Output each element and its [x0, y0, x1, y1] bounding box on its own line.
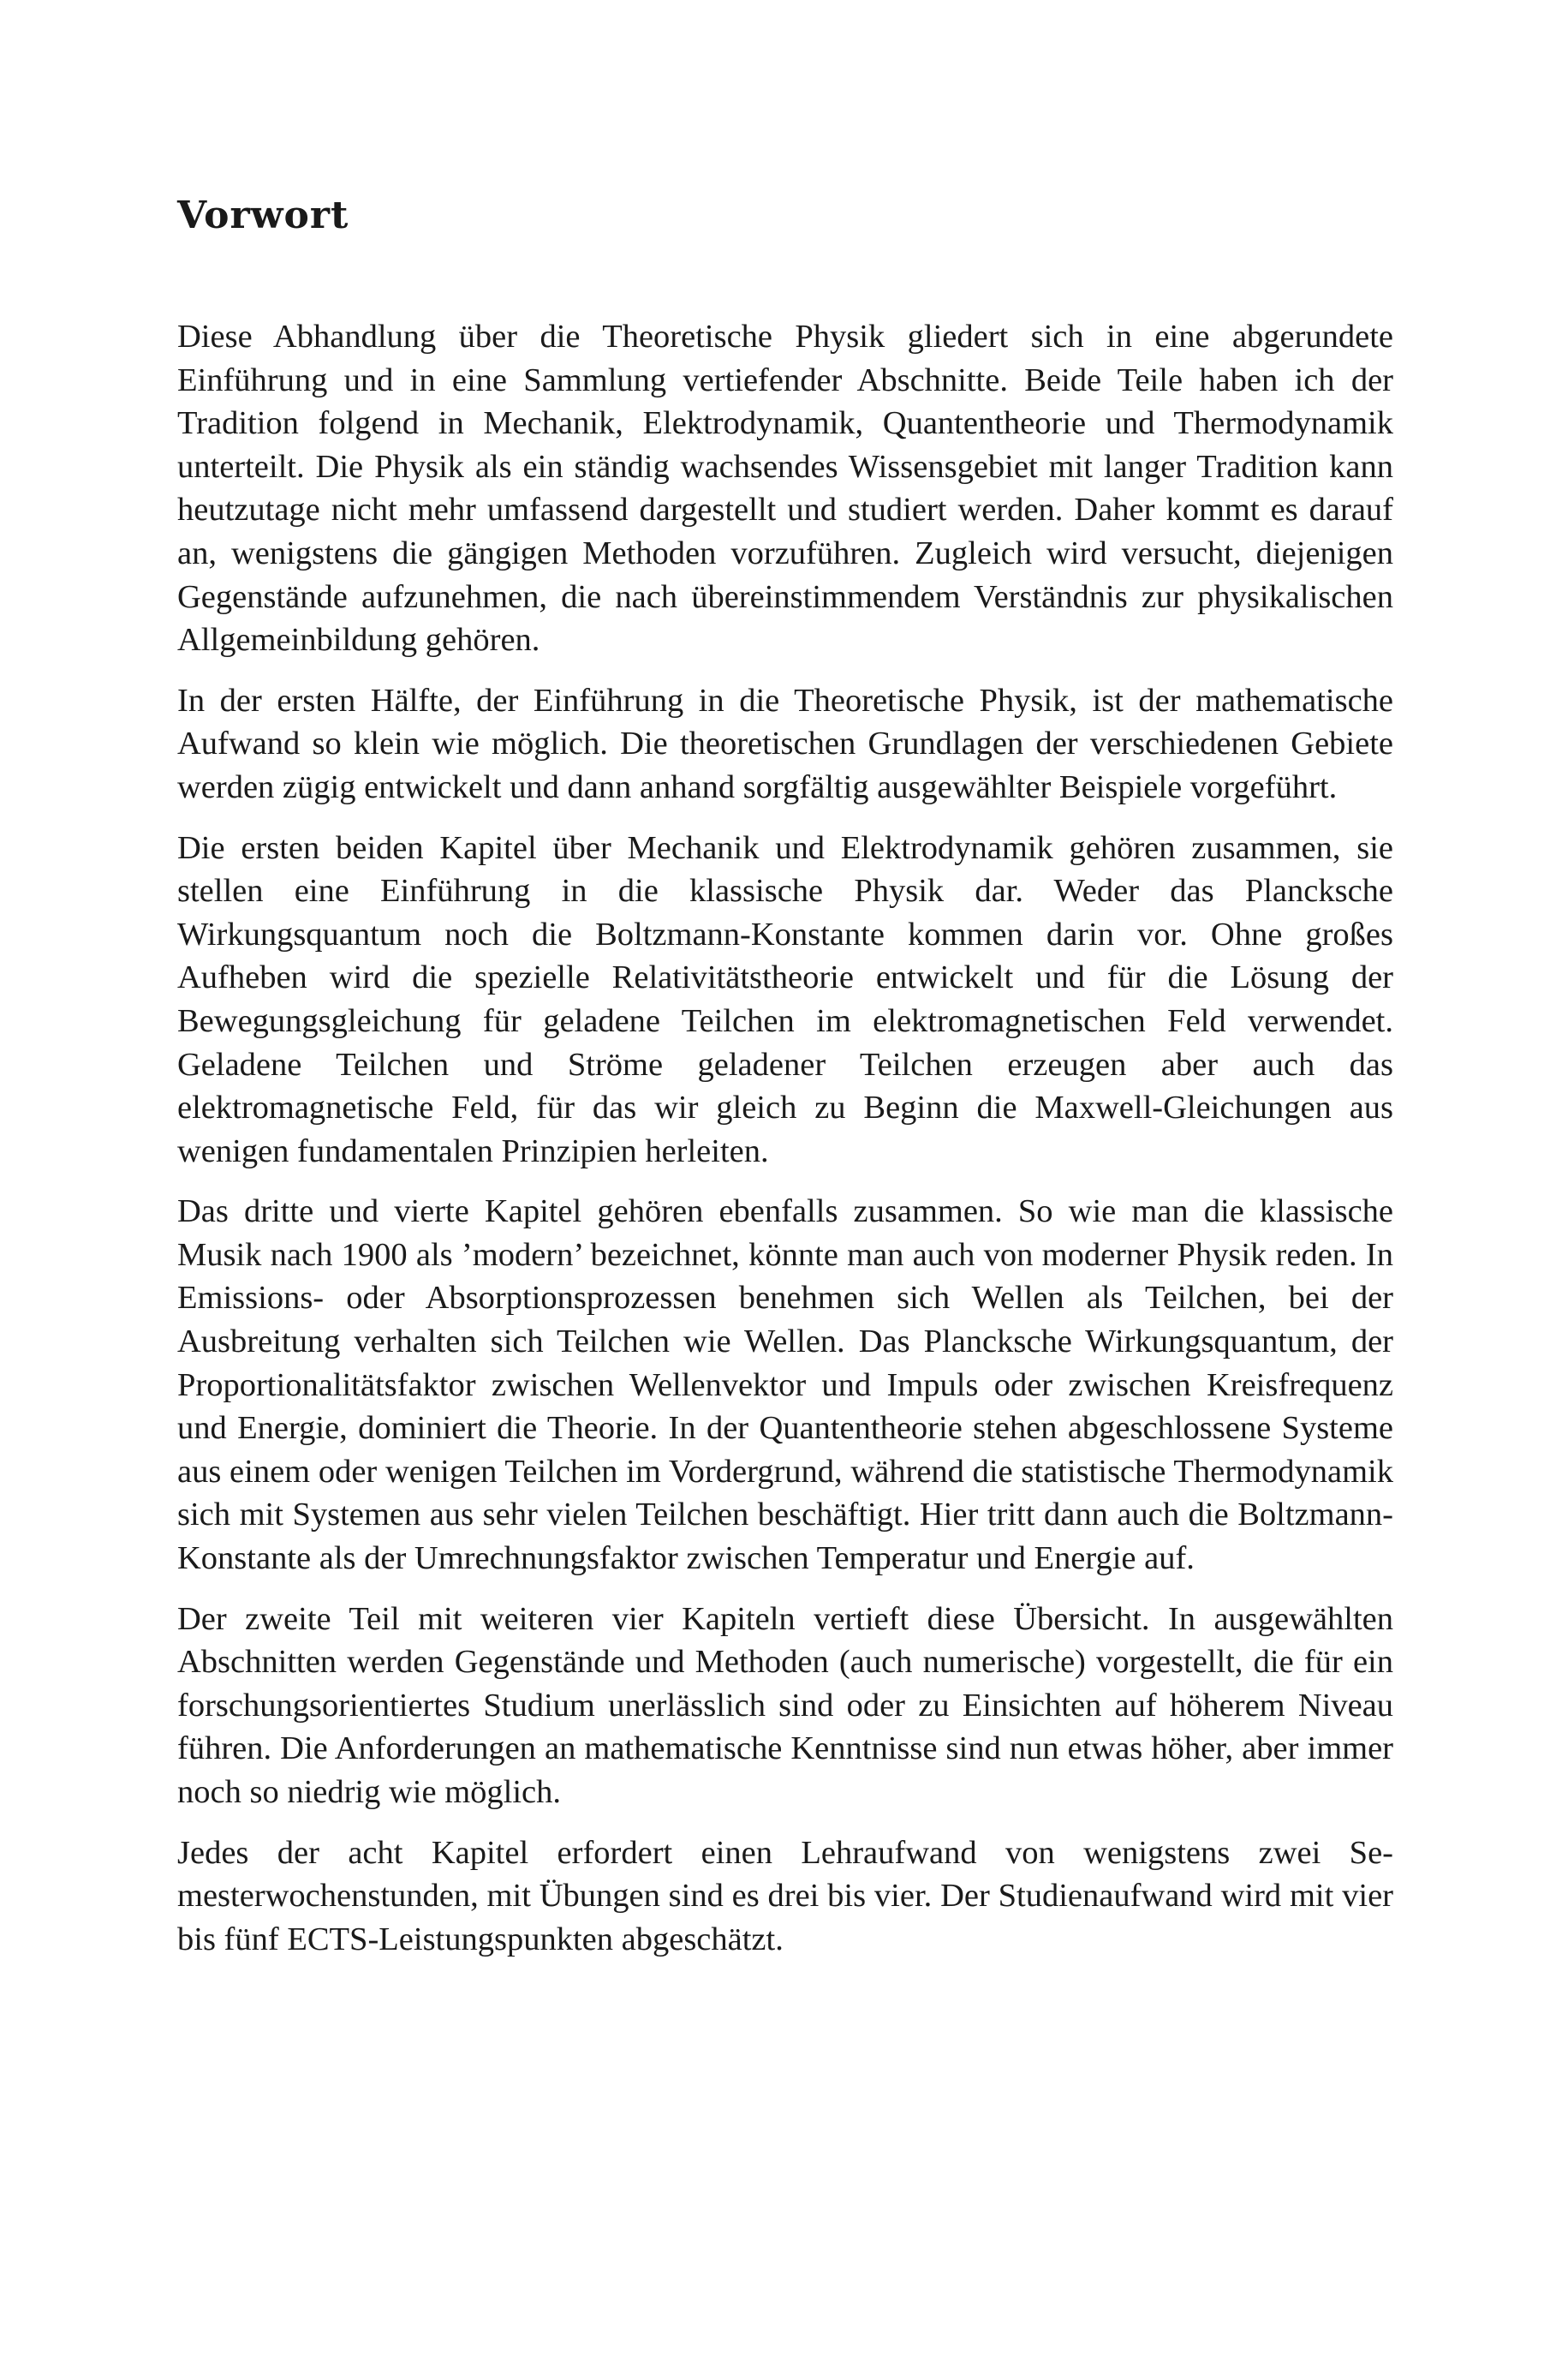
- paragraph: Die ersten beiden Kapitel über Mechanik und Elektrodynamik gehören zusammen, sie stellen eine Einführung in die klassische Physik dar. Weder das Plancksche Wirkungsquantum noch die Boltzmann-Konstante kommen darin vor. Ohne großes Aufheben wird die spezielle Relativitätstheorie entwickelt und für die Lösung der Bewegungsgleichung für geladene Teilchen im elektromagnetischen Feld verwendet. Geladene Teilchen und Ströme geladener Teilchen erzeugen aber auch das elektromagnetische Feld, für das wir gleich zu Beginn die Maxwell-Gleichungen aus wenigen fundamentalen Prinzipien herleiten.: [177, 829, 1393, 1169]
- paragraph: Der zweite Teil mit weiteren vier Kapiteln vertieft diese Übersicht. In ausgewählten Abschnitten werden Gegenstände und Methoden (auch numerische) vorgestellt, die für ein forschungsorientiertes Studium unerlässlich sind oder zu Einsichten auf höherem Niveau führen. Die Anforderungen an mathematische Kenntnisse sind nun etwas höher, aber immer noch so niedrig wie möglich.: [177, 1600, 1393, 1810]
- paragraph: In der ersten Hälfte, der Einführung in die Theoretische Physik, ist der mathematische Aufwand so klein wie möglich. Die theoretischen Grundlagen der verschiedenen Gebiete werden zügig entwickelt und dann anhand sorgfältig ausgewählter Beispiele vorgeführt.: [177, 682, 1393, 805]
- page-title: Vorwort: [177, 194, 349, 237]
- paragraph: Diese Abhandlung über die Theoretische Physik gliedert sich in eine abgerundete Einführung und in eine Sammlung vertiefender Abschnitte. Beide Teile haben ich der Tradition folgend in Mechanik, Elektrodynamik, Quantentheorie und Thermodynamik unterteilt. Die Physik als ein ständig wachsendes Wissensgebiet mit langer Tradition kann heutzutage nicht mehr umfassend dargestellt und studiert werden. Daher kommt es darauf an, wenigstens die gängigen Methoden vorzuführen. Zugleich wird versucht, diejenigen Gegenstände aufzunehmen, die nach übereinstimmendem Verständnis zur physikalischen Allgemeinbildung gehören.: [177, 319, 1393, 659]
- paragraph: Das dritte und vierte Kapitel gehören ebenfalls zusammen. So wie man die klassische Musik nach 1900 als ’modern’ bezeichnet, könnte man auch von moderner Physik reden. In Emissions- oder Absorptionsprozessen benehmen sich Wellen als Teilchen, bei der Ausbreitung verhalten sich Teilchen wie Wellen. Das Plancksche Wirkungsquantum, der Proportionalitätsfaktor zwischen Wellenvektor und Impuls oder zwischen Kreisfrequenz und Energie, dominiert die Theorie. In der Quantentheorie stehen abgeschlossene Systeme aus einem oder wenigen Teilchen im Vordergrund, während die statistische Thermodynamik sich mit Systemen aus sehr vielen Teilchen beschäftigt. Hier tritt dann auch die Boltzmann-Konstante als der Umrechnungsfaktor zwischen Temperatur und Energie auf.: [177, 1193, 1393, 1577]
- page-content: [177, 190, 1393, 1978]
- paragraph: Jedes der acht Kapitel erfordert einen Lehraufwand von wenigstens zwei Semesterwochenstunden, mit Übungen sind es drei bis vier. Der Studienaufwand wird mit vier bis fünf ECTS-Leistungspunkten abgeschätzt.: [177, 1834, 1393, 1957]
